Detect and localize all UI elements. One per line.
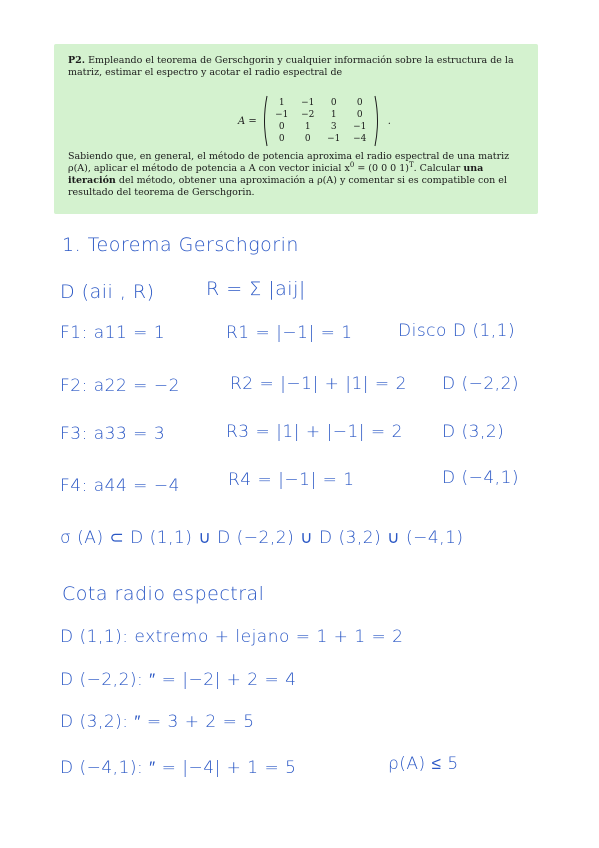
- notes-title: 1. Teorema Gerschgorin: [62, 234, 299, 256]
- matrix-cell: −2: [301, 110, 315, 120]
- row4-disc: D (−4,1): [442, 468, 520, 488]
- row1-label: F1: a11 = 1: [60, 323, 166, 343]
- problem-body: [68, 151, 524, 199]
- matrix-grid: [268, 97, 374, 145]
- problem-intro-text: Empleando el teorema de Gerschgorin y cualquier información sobre la estructura de la matriz, estimar el espectro y acotar el radio espectral de: [68, 55, 514, 78]
- problem-body-sup0: 0: [349, 160, 355, 169]
- problem-intro: [68, 55, 524, 79]
- spectral-radius-bound: ρ(A) ≤ 5: [388, 754, 459, 774]
- row4-label: F4: a44 = −4: [60, 476, 180, 496]
- matrix-cell: −1: [327, 134, 341, 144]
- row1-radius: R1 = |−1| = 1: [226, 323, 353, 343]
- spectrum-inclusion: σ (A) ⊂ D (1,1) ∪ D (−2,2) ∪ D (3,2) ∪ (−4,1): [60, 528, 464, 548]
- bound-line-3: D (3,2): ″ = 3 + 2 = 5: [60, 712, 255, 732]
- matrix-cell: 0: [278, 122, 285, 132]
- matrix-cell: 0: [356, 110, 363, 120]
- problem-body-a: Sabiendo que, en general, el método de potencia aproxima el radio espectral de una matriz ρ(A), aplicar el método de potencia a A con vector inicial x: [68, 151, 510, 174]
- matrix-cell: 1: [278, 98, 285, 108]
- row3-radius: R3 = |1| + |−1| = 2: [226, 422, 403, 442]
- bound-line-2: D (−2,2): ″ = |−2| + 2 = 4: [60, 670, 297, 690]
- matrix-cell: 1: [304, 122, 311, 132]
- matrix: [261, 95, 381, 147]
- matrix-cell: 0: [330, 98, 337, 108]
- matrix-tail: .: [387, 115, 391, 127]
- bound-section-title: Cota radio espectral: [62, 583, 265, 605]
- matrix-cell: 3: [330, 122, 337, 132]
- matrix-cell: 1: [330, 110, 337, 120]
- row2-disc: D (−2,2): [442, 374, 520, 394]
- matrix-name: A =: [238, 115, 257, 127]
- problem-body-supT: T: [408, 160, 414, 169]
- problem-body-d: del método, obtener una aproximación a ρ(A) y comentar si es compatible con el resultado del teorema de Gerschgorin.: [68, 175, 507, 198]
- bound-line-4: D (−4,1): ″ = |−4| + 1 = 5: [60, 758, 297, 778]
- left-paren-icon: [261, 95, 268, 147]
- problem-body-c: . Calcular: [413, 163, 464, 174]
- problem-body-b: = (0 0 0 1): [354, 163, 409, 174]
- right-paren-icon: [374, 95, 381, 147]
- matrix-cell: 0: [304, 134, 311, 144]
- problem-statement-box: [54, 44, 538, 214]
- matrix-cell: −1: [353, 122, 367, 132]
- row2-label: F2: a22 = −2: [60, 376, 180, 396]
- gerschgorin-radius-def: R = Σ |aij|: [206, 278, 306, 300]
- matrix-block: [238, 93, 391, 149]
- matrix-cell: −1: [301, 98, 315, 108]
- matrix-cell: 0: [278, 134, 285, 144]
- row3-label: F3: a33 = 3: [60, 424, 166, 444]
- matrix-cell: −1: [275, 110, 289, 120]
- row4-radius: R4 = |−1| = 1: [228, 470, 355, 490]
- row3-disc: D (3,2): [442, 422, 505, 442]
- problem-body-bold: una iteración: [68, 163, 484, 186]
- gerschgorin-disc-def: D (aii , R): [60, 281, 155, 303]
- bound-line-1: D (1,1): extremo + lejano = 1 + 1 = 2: [60, 627, 404, 647]
- row1-disc: Disco D (1,1): [398, 321, 516, 341]
- row2-radius: R2 = |−1| + |1| = 2: [230, 374, 407, 394]
- matrix-cell: 0: [356, 98, 363, 108]
- problem-label: P2.: [68, 55, 86, 66]
- matrix-cell: −4: [353, 134, 367, 144]
